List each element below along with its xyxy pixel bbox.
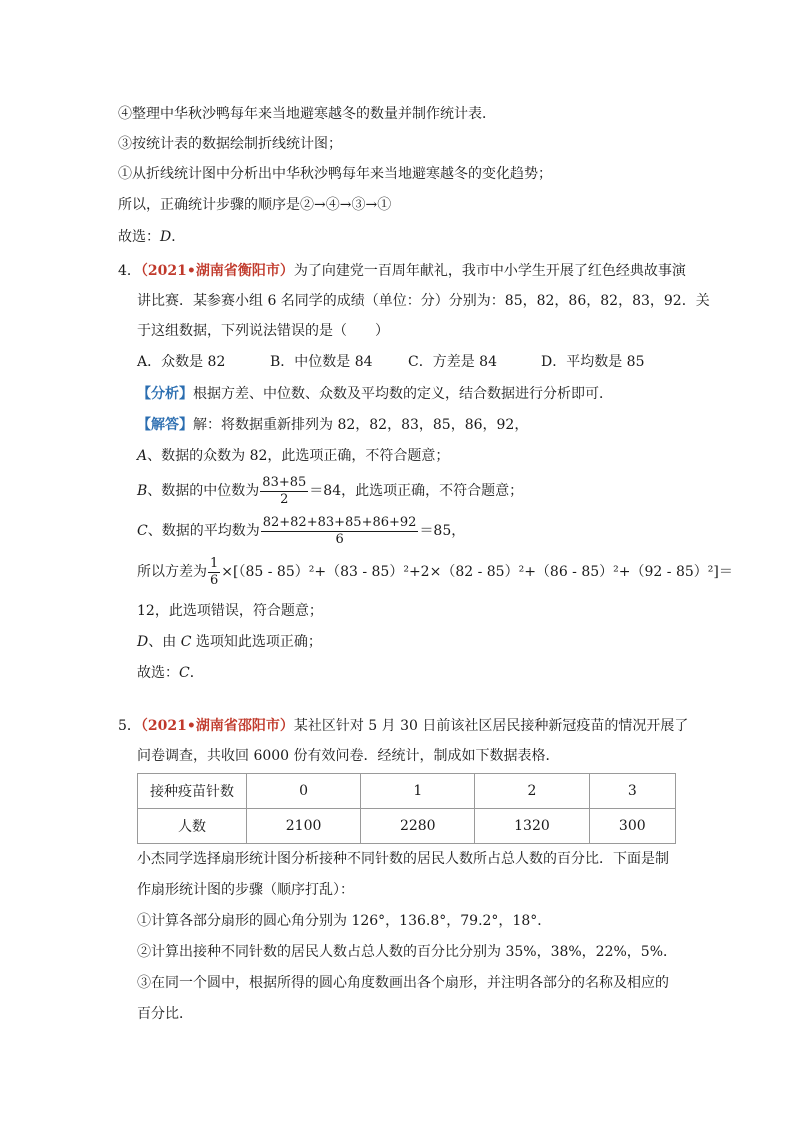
q4-stem-text-1: 为了向建党一百周年献礼，我市中小学生开展了红色经典故事演 bbox=[293, 263, 686, 279]
intro-line-3: ①从折线统计图中分析出中华秋沙鸭每年来当地避寒越冬的变化趋势； bbox=[118, 166, 552, 182]
q4-b-pre: 、数据的中位数为 bbox=[147, 483, 260, 499]
q4-options bbox=[137, 352, 645, 372]
q4-answer-suffix: ． bbox=[189, 665, 204, 681]
q4-analysis bbox=[137, 384, 613, 404]
q5-step-3-line-1: ③在同一个圆中，根据所得的圆心角度数画出各个扇形，并注明各部分的名称及相应的 bbox=[137, 975, 669, 991]
q5-step-1: ①计算各部分扇形的圆心角分别为 126°，136.8°，79.2°，18°． bbox=[137, 913, 552, 929]
q4-d-post: 选项知此选项正确； bbox=[191, 634, 322, 650]
q4-c-pre: 、数据的平均数为 bbox=[147, 523, 260, 539]
q4-part-d bbox=[137, 632, 322, 652]
q4-stem-line-3: 于这组数据，下列说法错误的是（ ） bbox=[137, 323, 389, 339]
intro-line-2: ③按统计表的数据绘制折线统计图； bbox=[118, 136, 342, 152]
q4-d-mid: 、由 bbox=[148, 634, 181, 650]
q4-part-a bbox=[137, 446, 449, 466]
q4-c-numerator: 82+82+83+85+86+92 bbox=[262, 514, 417, 530]
q5-step-2: ②计算出接种不同针数的居民人数占总人数的百分比分别为 35%，38%，22%，5%． bbox=[137, 944, 678, 960]
q4-c-letter: C bbox=[137, 523, 148, 539]
q4-b-numerator: 83+85 bbox=[262, 474, 307, 490]
table-row bbox=[138, 774, 676, 809]
q4-number: 4． bbox=[118, 263, 141, 279]
q4-option-c: C．方差是 84 bbox=[408, 354, 497, 370]
q4-b-denominator: 2 bbox=[280, 491, 289, 507]
q4-part-b bbox=[137, 472, 523, 510]
table-cell: 接种疫苗针数 bbox=[138, 774, 247, 809]
q4-c-post: ＝85， bbox=[419, 523, 466, 539]
q3-answer-suffix: ． bbox=[171, 229, 186, 245]
table-cell: 1 bbox=[361, 774, 475, 809]
q4-d-c: C bbox=[180, 634, 192, 650]
q4-c-denominator: 6 bbox=[335, 531, 344, 547]
q3-answer-prefix: 故选： bbox=[118, 229, 160, 245]
q4-answer-prefix: 故选： bbox=[137, 665, 179, 681]
q5-source: （2021•湖南省邵阳市） bbox=[140, 718, 294, 734]
q3-answer-letter: D bbox=[160, 229, 172, 245]
q4-var-denominator: 6 bbox=[210, 572, 219, 588]
q4-solution-text: 解：将数据重新排列为 82，82，83，85，86，92， bbox=[193, 417, 529, 433]
q5-stem-text-1: 某社区针对 5 月 30 日前该社区居民接种新冠疫苗的情况开展了 bbox=[293, 718, 689, 734]
table-cell: 2100 bbox=[247, 809, 361, 844]
intro-line-1: ④整理中华秋沙鸭每年来当地避寒越冬的数量并制作统计表． bbox=[118, 106, 496, 122]
table-cell: 3 bbox=[589, 774, 675, 809]
q4-source: （2021•湖南省衡阳市） bbox=[140, 263, 294, 279]
table-cell: 2 bbox=[475, 774, 589, 809]
q4-stem-line-2: 讲比赛．某参赛小组 6 名同学的成绩（单位：分）分别为：85，82，86，82，83，92．关 bbox=[137, 293, 710, 309]
vaccine-table bbox=[137, 773, 676, 844]
q4-c-fraction bbox=[261, 515, 419, 548]
q4-var-numerator: 1 bbox=[210, 555, 219, 571]
q4-a-letter: A bbox=[137, 448, 148, 464]
q4-solution-tag: 【解答】 bbox=[137, 417, 193, 433]
q4-variance bbox=[137, 553, 733, 591]
q4-var-pre: 所以方差为 bbox=[137, 564, 207, 580]
q4-option-d: D．平均数是 85 bbox=[541, 354, 645, 370]
q4-d-letter: D bbox=[137, 634, 149, 650]
q4-answer-letter: C bbox=[179, 665, 190, 681]
table-cell: 人数 bbox=[138, 809, 247, 844]
q4-part-c bbox=[137, 512, 465, 550]
q4-answer bbox=[137, 663, 204, 683]
q5-step-3-line-2: 百分比． bbox=[137, 1006, 193, 1022]
table-cell: 1320 bbox=[475, 809, 589, 844]
q3-answer bbox=[118, 227, 185, 247]
q5-after-line-2: 作扇形统计图的步骤（顺序打乱）： bbox=[137, 882, 354, 898]
q4-b-fraction bbox=[260, 475, 308, 508]
q5-stem-line-1 bbox=[118, 716, 688, 736]
q4-solution bbox=[137, 415, 528, 435]
table-cell: 0 bbox=[247, 774, 361, 809]
q5-number: 5． bbox=[118, 718, 141, 734]
q4-stem-line-1 bbox=[118, 261, 686, 281]
table-cell: 300 bbox=[589, 809, 675, 844]
q4-option-b: B．中位数是 84 bbox=[270, 354, 373, 370]
q4-b-post: ＝84，此选项正确，不符合题意； bbox=[309, 483, 524, 499]
q4-a-text: 、数据的众数为 82，此选项正确，不符合题意； bbox=[147, 448, 450, 464]
table-cell: 2280 bbox=[361, 809, 475, 844]
q4-var-fraction bbox=[208, 556, 220, 589]
q4-option-a: A．众数是 82 bbox=[137, 354, 226, 370]
intro-line-4: 所以，正确统计步骤的顺序是②→④→③→① bbox=[118, 197, 392, 213]
q5-stem-line-2: 问卷调查，共收回 6000 份有效问卷．经统计，制成如下数据表格． bbox=[137, 748, 560, 764]
q4-var-post: ×[（85 - 85）²+（83 - 85）²+2×（82 - 85）²+（86 - 85）²+（92 - 85）²]＝ bbox=[221, 564, 733, 580]
q4-variance-line-2: 12，此选项错误，符合题意； bbox=[137, 603, 323, 619]
q5-after-line-1: 小杰同学选择扇形统计图分析接种不同针数的居民人数所占总人数的百分比．下面是制 bbox=[137, 851, 669, 867]
table-row bbox=[138, 809, 676, 844]
q4-b-letter: B bbox=[137, 483, 148, 499]
q4-analysis-text: 根据方差、中位数、众数及平均数的定义，结合数据进行分析即可． bbox=[193, 386, 613, 402]
q4-analysis-tag: 【分析】 bbox=[137, 386, 193, 402]
